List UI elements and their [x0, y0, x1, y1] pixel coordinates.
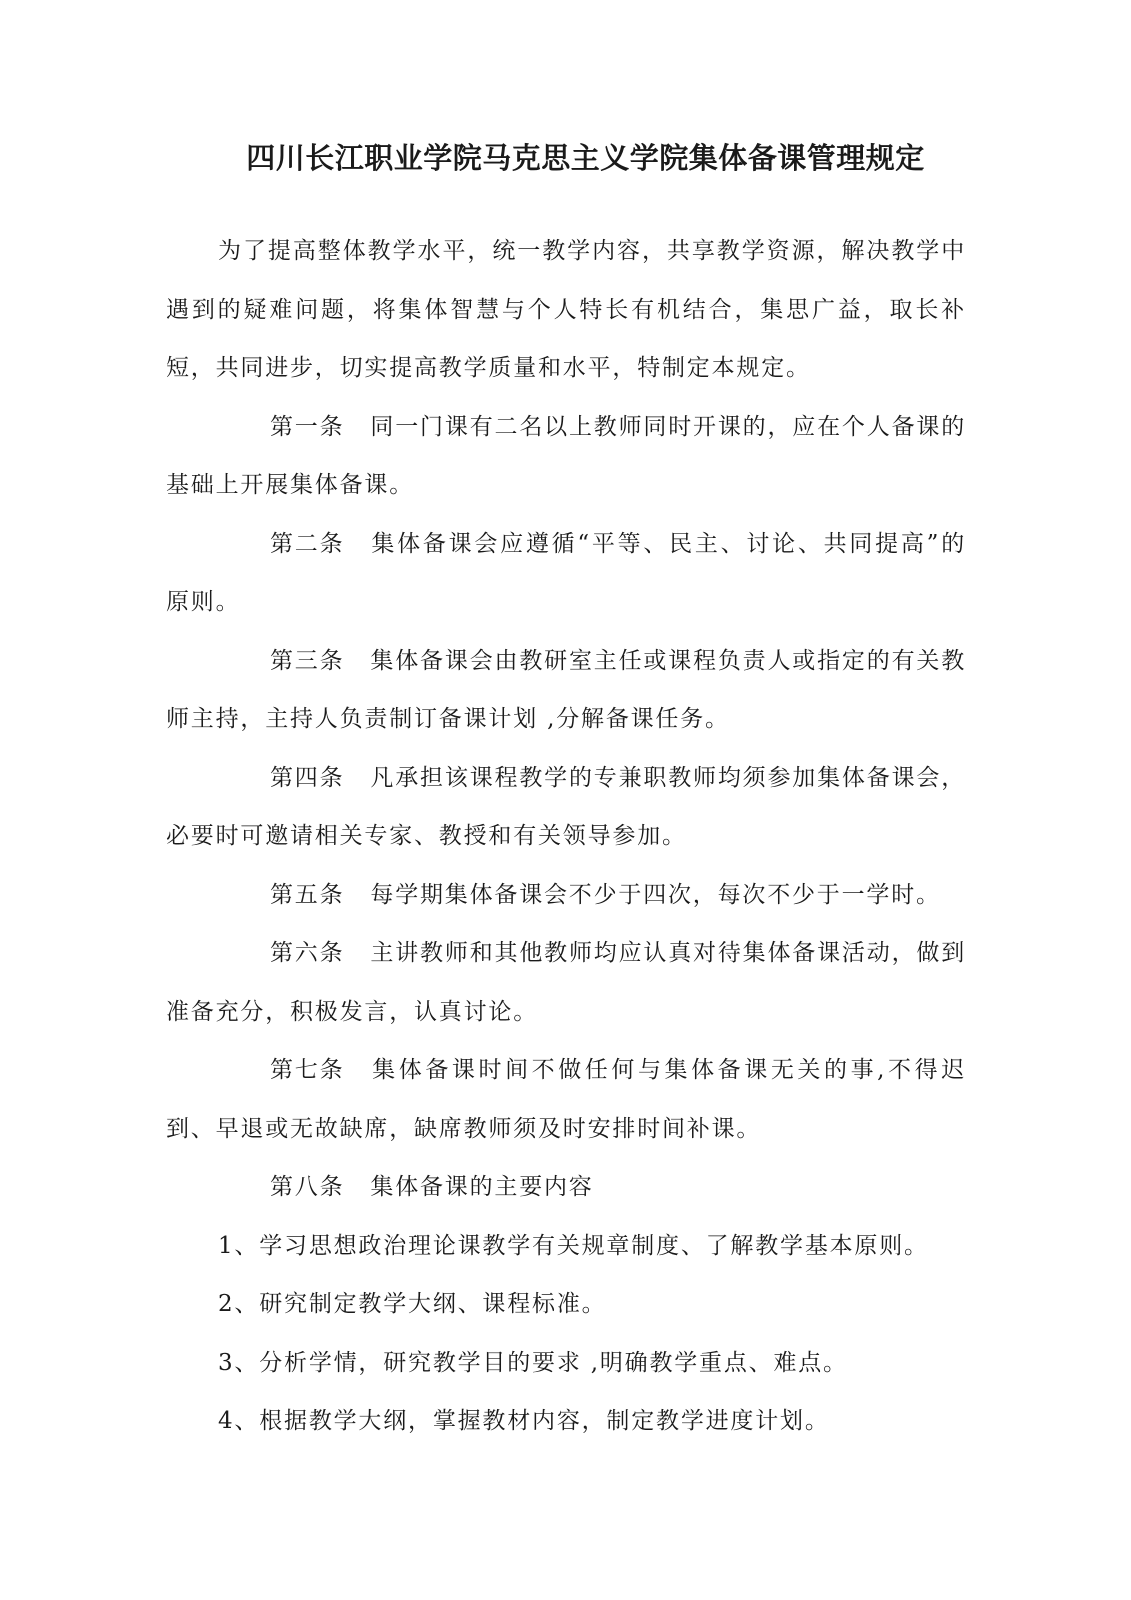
article-6 [166, 924, 966, 1041]
article-label: 第四条 [270, 764, 345, 791]
list-item: 4、根据教学大纲，掌握教材内容，制定教学进度计划。 [218, 1408, 830, 1434]
article-4 [166, 749, 966, 866]
article-label: 第一条 [270, 413, 345, 440]
article-7 [166, 1041, 966, 1158]
article-text: 集体备课会应遵循“平等、民主、讨论、共同提高”的原则。 [166, 530, 966, 615]
list-item: 3、分析学情，研究教学目的要求 ,明确教学重点、难点。 [218, 1349, 848, 1376]
article-5 [166, 866, 966, 925]
article-3 [166, 632, 966, 749]
list-item: 1、学习思想政治理论课教学有关规章制度、了解教学基本原则。 [218, 1232, 929, 1259]
article-text: 集体备课的主要内容 [370, 1174, 594, 1200]
article-text: 每学期集体备课会不少于四次，每次不少于一学时。 [370, 881, 941, 908]
document-title: 四川长江职业学院马克思主义学院集体备课管理规定 [246, 141, 925, 175]
article-label: 第六条 [270, 940, 345, 966]
article-text: 集体备课时间不做任何与集体备课无关的事,不得迟到、早退或无故缺席，缺席教师须及时安排时间补课。 [166, 1057, 966, 1142]
list-item: 2、研究制定教学大纲、课程标准。 [218, 1291, 607, 1317]
article-label: 第二条 [270, 530, 345, 557]
article-text: 同一门课有二名以上教师同时开课的，应在个人备课的基础上开展集体备课。 [166, 413, 966, 498]
article-2 [166, 515, 966, 632]
article-8 [166, 1158, 966, 1217]
intro-paragraph: 为了提高整体教学水平，统一教学内容，共享教学资源，解决教学中遇到的疑难问题，将集体智慧与个人特长有机结合，集思广益，取长补短，共同进步，切实提高教学质量和水平，特制定本规定。 [166, 238, 966, 381]
article-label: 第八条 [270, 1174, 345, 1200]
article-text: 主讲教师和其他教师均应认真对待集体备课活动，做到准备充分，积极发言，认真讨论。 [166, 940, 966, 1025]
article-1 [166, 398, 966, 515]
article-label: 第五条 [270, 881, 345, 908]
document-body [166, 222, 966, 1451]
article-label: 第三条 [270, 647, 345, 674]
article-label: 第七条 [270, 1057, 345, 1083]
article-text: 集体备课会由教研室主任或课程负责人或指定的有关教师主持，主持人负责制订备课计划 ,分解备课任务。 [166, 647, 966, 732]
article-text: 凡承担该课程教学的专兼职教师均须参加集体备课会，必要时可邀请相关专家、教授和有关领导参加。 [166, 764, 966, 849]
